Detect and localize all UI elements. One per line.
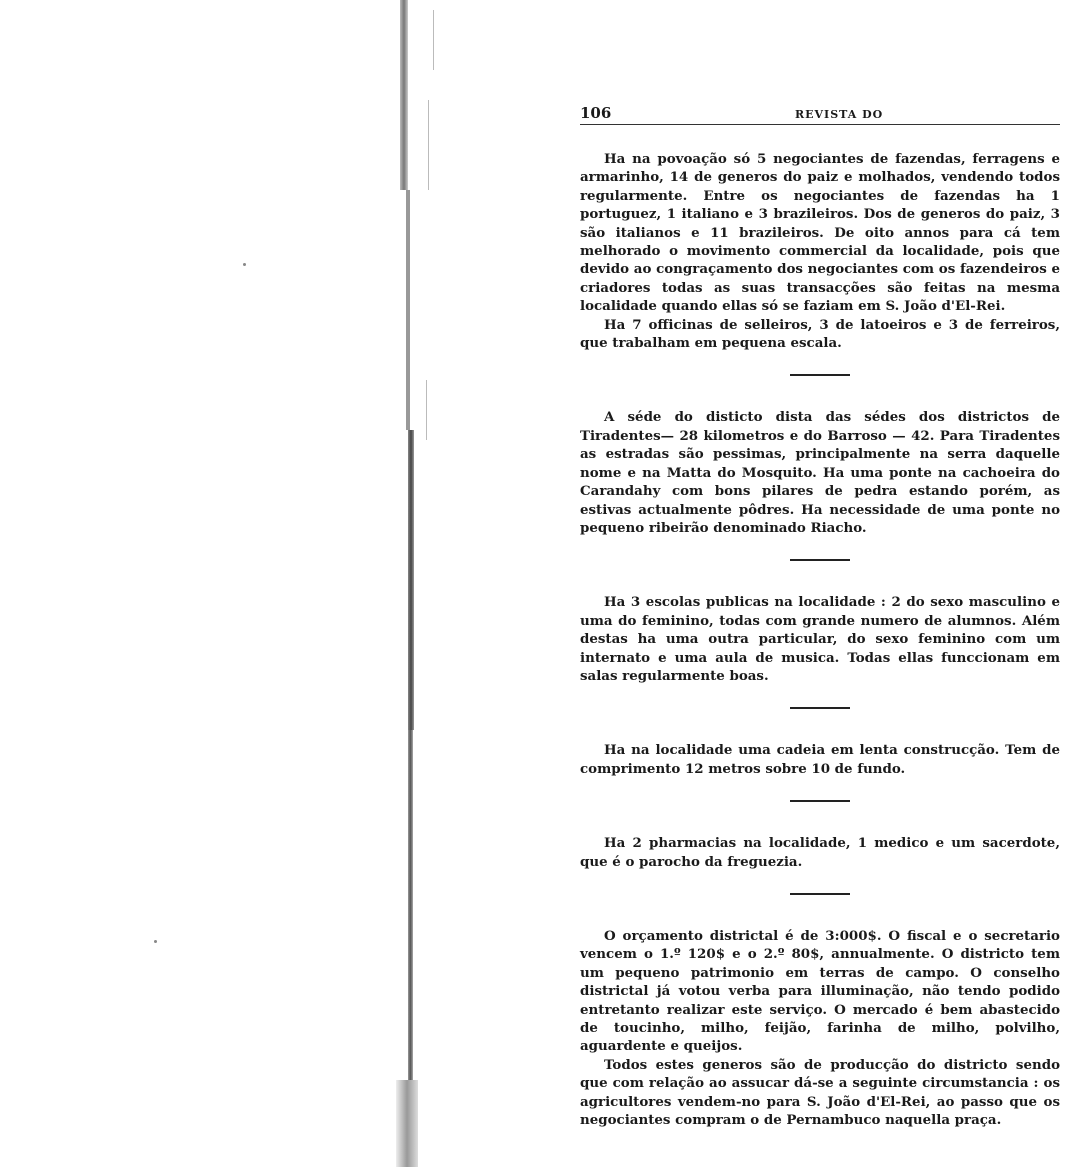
section-pharmacies [580,834,1060,871]
paragraph: Ha 2 pharmacias na localidade, 1 medico e um sacerdote, que é o parocho da freguezia. [580,835,1060,870]
gutter-line [426,380,427,440]
page-speck [154,940,157,943]
gutter-line [428,100,429,190]
page-body [580,150,1060,1129]
running-title: REVISTA DO [795,108,884,121]
section-roads [580,408,1060,537]
paragraph: Ha na localidade uma cadeia em lenta construcção. Tem de comprimento 12 metros sobre 10 de fundo. [580,742,1060,777]
section-divider [790,559,850,561]
section-budget [580,927,1060,1129]
gutter-line [433,10,434,70]
page-number: 106 [580,104,612,122]
section-divider [790,374,850,376]
gutter-shadow-middle [408,430,414,730]
section-divider [790,800,850,802]
running-head [580,100,1060,125]
paragraph: Todos estes generos são de producção do districto sendo que com relação ao assucar dá-se a seguinte circumstancia : os agricultores vendem-no para S. João d'El-Rei, ao passo que os negociantes compram o de Pernambuco naquella praça. [580,1056,1060,1129]
paragraph: Ha 7 officinas de selleiros, 3 de latoeiros e 3 de ferreiros, que trabalham em pequena escala. [580,316,1060,352]
section-jail [580,741,1060,778]
gutter-shadow-top [400,0,408,190]
book-page [580,100,1060,1129]
gutter-shadow-bottom [396,1080,418,1167]
paragraph: O orçamento districtal é de 3:000$. O fiscal e o secretario vencem o 1.º 120$ e o 2.º 80$, annualmente. O districto tem um pequeno patrimonio em terras de campo. O conselho districtal já votou verba para illuminação, não tendo podido entretanto realizar este serviço. O mercado é bem abastecido de toucinho, milho, feijão, farinha de milho, polvilho, aguardente e queijos. [580,927,1060,1055]
gutter-shadow-upper [406,190,410,430]
section-commerce [580,150,1060,352]
paragraph: Ha 3 escolas publicas na localidade : 2 do sexo masculino e uma do feminino, todas com grande numero de alumnos. Além destas ha uma outra particular, do sexo feminino com um internato e uma aula de musica. Todas ellas funccionam em salas regularmente boas. [580,594,1060,684]
book-gutter [396,0,422,1167]
paragraph: Ha na povoação só 5 negociantes de fazendas, ferragens e armarinho, 14 de generos do paiz e molhados, vendendo todos regularmente. Entre os negociantes de fazendas ha 1 portuguez, 1 italiano e 3 brazileiros. Dos de generos do paiz, 3 são italianos e 11 brazileiros. De oito annos para cá tem melhorado o movimento commercial da localidade, pois que devido ao congraçamento dos negociantes com os fazendeiros e criadores todas as suas transacções são feitas na mesma localidade quando ellas só se faziam em S. João d'El-Rei. [580,151,1060,315]
section-divider [790,893,850,895]
section-schools [580,593,1060,685]
section-divider [790,707,850,709]
page-speck [243,263,246,266]
paragraph: A séde do disticto dista das sédes dos districtos de Tiradentes— 28 kilometros e do Barroso — 42. Para Tiradentes as estradas são pessimas, principalmente na serra daquelle nome e na Matta do Mosquito. Ha uma ponte na cachoeira do Carandahy com bons pilares de pedra estando porém, as estivas actualmente pôdres. Ha necessidade de uma ponte no pequeno ribeirão denominado Riacho. [580,409,1060,536]
